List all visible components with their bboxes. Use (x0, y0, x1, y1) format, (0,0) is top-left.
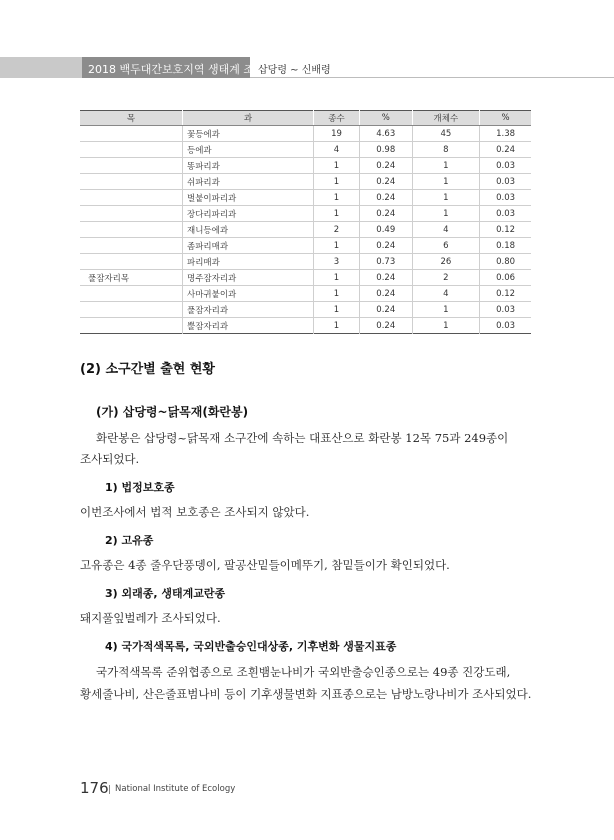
cell-family: 등에과 (183, 142, 314, 158)
cell-family: 뿔잠자리과 (183, 318, 314, 334)
cell-individuals-percent: 0.12 (480, 222, 531, 238)
cell-individuals: 1 (412, 206, 480, 222)
cell-family: 재니등에과 (183, 222, 314, 238)
cell-individuals: 4 (412, 286, 480, 302)
item-text-endemic: 고유종은 4종 줄우단풍뎅이, 팔공산밑들이메뚜기, 참밑들이가 확인되었다. (80, 558, 450, 572)
cell-individuals-percent: 0.18 (480, 238, 531, 254)
page-number: 176 (80, 779, 109, 797)
cell-family: 쉬파리과 (183, 174, 314, 190)
subsection-heading: (가) 삽당령~닭목재(화란봉) (96, 405, 249, 419)
cell-individuals-percent: 0.06 (480, 270, 531, 286)
cell-order (80, 286, 183, 302)
cell-individuals-percent: 0.12 (480, 286, 531, 302)
item-text-invasive: 돼지풀잎벌레가 조사되었다. (80, 611, 221, 625)
table-header-row (80, 111, 531, 126)
cell-individuals-percent: 0.03 (480, 174, 531, 190)
cell-family: 명주잠자리과 (183, 270, 314, 286)
species-table (80, 110, 531, 334)
cell-individuals-percent: 0.24 (480, 142, 531, 158)
footer-divider (109, 785, 110, 794)
cell-order (80, 318, 183, 334)
cell-individuals: 1 (412, 302, 480, 318)
cell-individuals: 1 (412, 158, 480, 174)
table-row (80, 222, 531, 238)
cell-family: 파리매과 (183, 254, 314, 270)
col-header-individuals-percent: % (480, 111, 531, 126)
cell-individuals: 1 (412, 190, 480, 206)
cell-individuals-percent: 0.03 (480, 158, 531, 174)
cell-individuals: 4 (412, 222, 480, 238)
cell-order (80, 126, 183, 142)
cell-family: 똥파리과 (183, 158, 314, 174)
col-header-species-count: 종수 (314, 111, 360, 126)
cell-species-count: 19 (314, 126, 360, 142)
table-row (80, 158, 531, 174)
cell-individuals-percent: 0.03 (480, 206, 531, 222)
col-header-individuals: 개체수 (412, 111, 480, 126)
cell-species-count: 4 (314, 142, 360, 158)
cell-species-percent: 0.24 (359, 270, 412, 286)
cell-order: 풀잠자리목 (80, 270, 183, 286)
col-header-order: 목 (80, 111, 183, 126)
item-text-redlist-line: 국가적색목록 준위협종으로 조흰뱀눈나비가 국외반출승인종으로는 49종 진강도래, (96, 665, 511, 679)
cell-species-percent: 0.24 (359, 238, 412, 254)
cell-species-count: 1 (314, 302, 360, 318)
cell-species-percent: 0.98 (359, 142, 412, 158)
table-row (80, 190, 531, 206)
cell-species-count: 1 (314, 174, 360, 190)
table-row (80, 286, 531, 302)
cell-order (80, 206, 183, 222)
cell-species-percent: 0.73 (359, 254, 412, 270)
cell-order (80, 142, 183, 158)
cell-species-count: 1 (314, 158, 360, 174)
cell-species-percent: 0.49 (359, 222, 412, 238)
cell-individuals: 1 (412, 318, 480, 334)
cell-family: 사마귀붙이과 (183, 286, 314, 302)
cell-individuals-percent: 0.03 (480, 190, 531, 206)
cell-species-percent: 0.24 (359, 190, 412, 206)
cell-order (80, 158, 183, 174)
cell-individuals-percent: 1.38 (480, 126, 531, 142)
intro-paragraph-line: 조사되었다. (80, 452, 140, 466)
cell-family: 풀잠자리과 (183, 302, 314, 318)
cell-species-percent: 4.63 (359, 126, 412, 142)
cell-species-count: 1 (314, 270, 360, 286)
cell-individuals-percent: 0.80 (480, 254, 531, 270)
cell-family: 장다리파리과 (183, 206, 314, 222)
header-gray-band (0, 57, 82, 78)
cell-species-count: 1 (314, 238, 360, 254)
cell-species-count: 1 (314, 206, 360, 222)
intro-paragraph-line: 화란봉은 삽당령~닭목재 소구간에 속하는 대표산으로 화란봉 12목 75과 249종이 (96, 431, 509, 445)
cell-individuals-percent: 0.03 (480, 318, 531, 334)
cell-order (80, 190, 183, 206)
table-row (80, 302, 531, 318)
cell-species-percent: 0.24 (359, 206, 412, 222)
cell-individuals: 8 (412, 142, 480, 158)
table-row (80, 270, 531, 286)
table-row (80, 238, 531, 254)
col-header-family: 과 (183, 111, 314, 126)
item-heading-endemic: 2) 고유종 (105, 534, 154, 547)
cell-individuals-percent: 0.03 (480, 302, 531, 318)
cell-family: 벌붙이파리과 (183, 190, 314, 206)
cell-species-percent: 0.24 (359, 318, 412, 334)
cell-species-count: 1 (314, 318, 360, 334)
header-rule (250, 77, 614, 78)
cell-order (80, 238, 183, 254)
cell-individuals: 6 (412, 238, 480, 254)
cell-order (80, 302, 183, 318)
table-row (80, 206, 531, 222)
cell-species-percent: 0.24 (359, 158, 412, 174)
cell-individuals: 26 (412, 254, 480, 270)
footer-organization: National Institute of Ecology (115, 784, 236, 794)
cell-species-count: 3 (314, 254, 360, 270)
item-heading-protected: 1) 법정보호종 (105, 481, 175, 494)
cell-family: 좀파리매과 (183, 238, 314, 254)
cell-family: 꽃등에과 (183, 126, 314, 142)
running-header-title: 2018 백두대간보호지역 생태계 조사 (88, 63, 265, 76)
cell-species-percent: 0.24 (359, 174, 412, 190)
cell-individuals: 45 (412, 126, 480, 142)
cell-individuals: 2 (412, 270, 480, 286)
item-text-redlist-line: 황세줄나비, 산은줄표범나비 등이 기후생물변화 지표종으로는 남방노랑나비가 조사되었다. (80, 687, 532, 701)
section-heading: (2) 소구간별 출현 현황 (80, 362, 215, 377)
cell-order (80, 174, 183, 190)
cell-species-percent: 0.24 (359, 286, 412, 302)
cell-species-percent: 0.24 (359, 302, 412, 318)
table-row (80, 126, 531, 142)
running-header-subtitle: 삽당령 ~ 신배령 (258, 65, 331, 76)
table-row (80, 254, 531, 270)
table-row (80, 142, 531, 158)
item-heading-invasive: 3) 외래종, 생태계교란종 (105, 587, 226, 600)
col-header-species-percent: % (359, 111, 412, 126)
cell-order (80, 254, 183, 270)
cell-species-count: 1 (314, 286, 360, 302)
cell-order (80, 222, 183, 238)
item-heading-redlist: 4) 국가적색목록, 국외반출승인대상종, 기후변화 생물지표종 (105, 640, 397, 653)
item-text-protected: 이번조사에서 법적 보호종은 조사되지 않았다. (80, 505, 310, 519)
table-row (80, 318, 531, 334)
cell-species-count: 1 (314, 190, 360, 206)
table-row (80, 174, 531, 190)
cell-individuals: 1 (412, 174, 480, 190)
cell-species-count: 2 (314, 222, 360, 238)
